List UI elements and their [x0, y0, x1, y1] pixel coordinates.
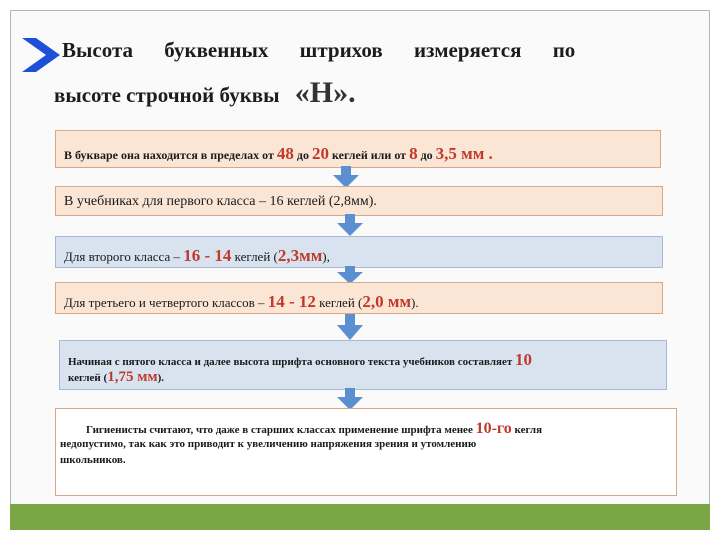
- highlight-number: 8: [409, 144, 418, 163]
- down-arrow-icon: [337, 388, 363, 410]
- highlight-number: 2,3мм: [277, 246, 323, 265]
- box-text-line-1: [68, 351, 532, 368]
- box-text-part: Гигиенисты считают, что даже в старших классах применение шрифта менее: [86, 424, 473, 436]
- box-text-part: кеглей (: [68, 372, 108, 384]
- box-text-line-3: школьников.: [60, 454, 126, 466]
- title-word: буквенных: [164, 38, 269, 62]
- box-text-part: Начиная с пятого класса и далее высота шрифта основного текста учебников составляет: [68, 356, 513, 368]
- box-text-line-1: [86, 421, 542, 437]
- bottom-accent-bar: [10, 504, 710, 530]
- down-arrow-icon: [333, 166, 359, 188]
- box-text-part: кеглей (: [234, 249, 278, 264]
- box-text-part: кегля: [514, 424, 543, 436]
- title-word: Высота: [62, 38, 134, 62]
- info-box-hygienists: [55, 408, 677, 496]
- highlight-number: 48: [276, 144, 294, 163]
- highlight-number: 10: [514, 350, 532, 369]
- highlight-number: 2,0 мм: [362, 292, 412, 311]
- box-text-part: В букваре она находится в пределах от: [64, 148, 274, 162]
- info-box-third-fourth-grade: [55, 282, 663, 314]
- box-text-part: до: [420, 148, 433, 162]
- info-box-fifth-grade: [59, 340, 667, 390]
- info-box-second-grade: [55, 236, 663, 268]
- title-line-2: [54, 78, 356, 108]
- box-text: [64, 293, 419, 310]
- title-word: по: [552, 38, 576, 62]
- box-text-part: ),: [322, 249, 330, 264]
- box-text-line-2: [68, 370, 164, 385]
- highlight-number: 3,5 мм .: [435, 144, 493, 163]
- highlight-number: 20: [312, 144, 329, 163]
- highlight-number: 16 - 14: [183, 246, 232, 265]
- down-arrow-icon: [337, 314, 363, 340]
- title-line-1: [54, 40, 575, 61]
- box-text-part: Для второго класса –: [64, 249, 180, 264]
- box-text: [64, 247, 330, 264]
- down-arrow-icon: [337, 214, 363, 236]
- title-text: высоте строчной буквы: [54, 83, 280, 107]
- title-word: штрихов: [299, 38, 383, 62]
- info-box-primer: [55, 130, 661, 168]
- box-text-part: кеглей или от: [332, 148, 407, 162]
- info-box-first-grade: [55, 186, 663, 216]
- title-word: измеряется: [413, 38, 522, 62]
- title-letter-n: «Н».: [294, 76, 356, 109]
- box-text: [64, 145, 493, 162]
- highlight-number: 1,75 мм: [107, 369, 158, 385]
- box-text-line-2: недопустимо, так как это приводит к увеличению напряжения зрения и утомлению: [60, 438, 477, 450]
- box-text: В учебниках для первого класса – 16 кеглей (2,8мм).: [64, 194, 377, 209]
- box-text-part: до: [296, 148, 309, 162]
- box-text-part: кеглей (: [319, 295, 363, 310]
- box-text-part: ).: [157, 372, 165, 384]
- box-text-part: Для третьего и четвертого классов –: [64, 295, 265, 310]
- highlight-number: 14 - 12: [267, 292, 316, 311]
- box-text-part: ).: [411, 295, 419, 310]
- highlight-number: 10-го: [475, 420, 512, 437]
